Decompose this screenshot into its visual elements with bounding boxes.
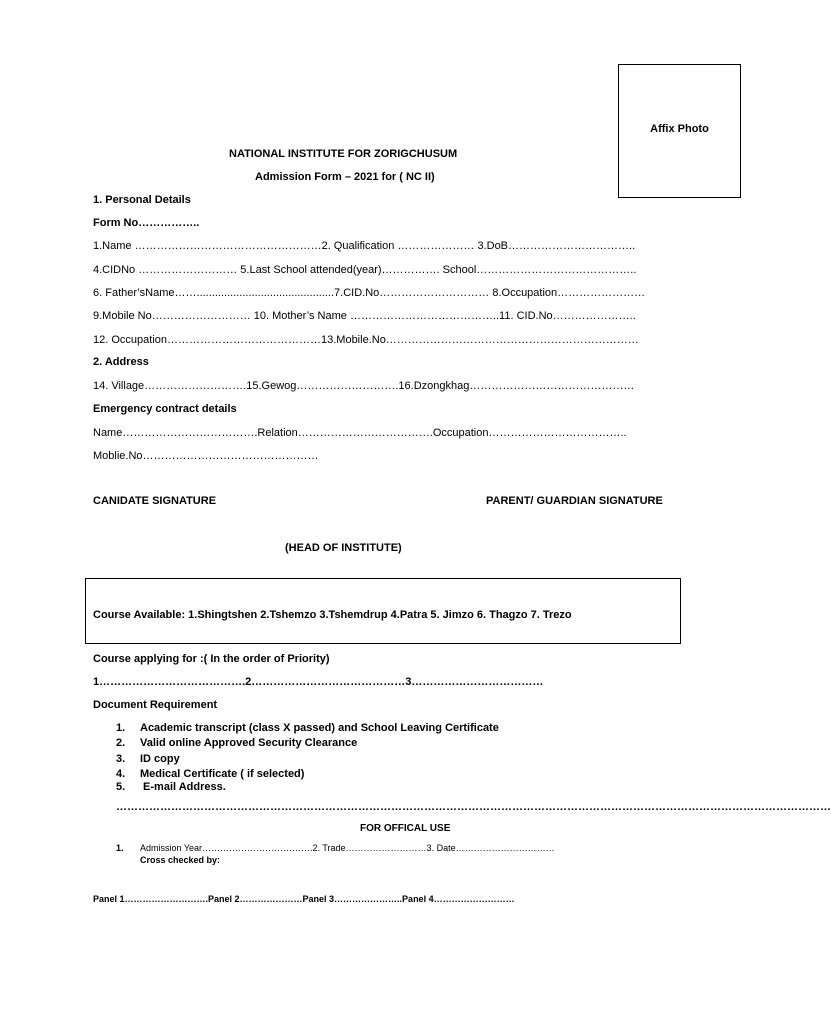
document-item: 3. ID copy	[116, 753, 180, 765]
parent-signature-label: PARENT/ GUARDIAN SIGNATURE	[486, 495, 663, 507]
affix-photo-box	[618, 64, 741, 198]
personal-row-mobile-mother: 9.Mobile No……………………… 10. Mother’s Name …………………………………..11. CID.No…………………..	[93, 310, 636, 322]
official-admission-row: Admission Year……………………………….2. Trade………………………3. Date……………………………	[140, 843, 555, 853]
head-signature-label: (HEAD OF INSTITUTE)	[285, 542, 402, 554]
dotted-divider: ……………………………………………………………………………………………………………………………………………………………………………	[116, 801, 831, 813]
document-item: 5. E-mail Address.	[116, 781, 226, 793]
emergency-row-mobile: Moblie.No…………………………………………	[93, 450, 319, 462]
institute-name: NATIONAL INSTITUTE FOR ZORIGCHUSUM	[229, 148, 458, 160]
form-title: Admission Form – 2021 for ( NC II)	[255, 171, 435, 183]
cross-checked-label: Cross checked by:	[140, 855, 221, 865]
personal-row-cid-school: 4.CIDNo ……………………… 5.Last School attended(year)……………. School……………………………………..	[93, 264, 637, 276]
personal-details-heading: 1. Personal Details	[93, 194, 191, 206]
personal-row-father: 6. Father’sName…….............................................7.CID.No………………………… 8.Occupation……………………	[93, 287, 646, 299]
personal-row-occupation-mobile: 12. Occupation……………………………………13.Mobile.No……………………………………………………………	[93, 334, 639, 346]
address-heading: 2. Address	[93, 356, 149, 368]
document-requirement-heading: Document Requirement	[93, 699, 218, 711]
document-item: 4. Medical Certificate ( if selected)	[116, 768, 305, 780]
form-no-field: Form No……………..	[93, 217, 200, 229]
document-item: 2. Valid online Approved Security Clearance	[116, 737, 358, 749]
emergency-heading: Emergency contract details	[93, 403, 237, 415]
affix-photo-label: Affix Photo	[650, 123, 709, 135]
candidate-signature-label: CANIDATE SIGNATURE	[93, 495, 217, 507]
course-priority-row: 1………………………………….2……………………………………3………………………………	[93, 676, 544, 688]
address-row: 14. Village……………………….15.Gewog……………………….16.Dzongkhag………………………………………	[93, 380, 635, 392]
course-applying-heading: Course applying for :( In the order of Priority)	[93, 653, 330, 665]
courses-available-text: Course Available: 1.Shingtshen 2.Tshemzo 3.Tshemdrup 4.Patra 5. Jimzo 6. Thagzo 7. Trezo	[93, 609, 572, 621]
document-item: 1. Academic transcript (class X passed) and School Leaving Certificate	[116, 722, 499, 734]
panel-row: Panel 1……………………….Panel 2…………………Panel 3…………………..Panel 4………………………	[93, 894, 515, 904]
official-item-number: 1.	[116, 843, 124, 853]
official-use-heading: FOR OFFICAL USE	[360, 823, 451, 834]
personal-row-name-qualification-dob: 1.Name ……………………………………………2. Qualification ………………… 3.DoB……………………………..	[93, 240, 636, 252]
emergency-row-name: Name……………………………….Relation……………………………….Occupation………………………………..	[93, 427, 627, 439]
